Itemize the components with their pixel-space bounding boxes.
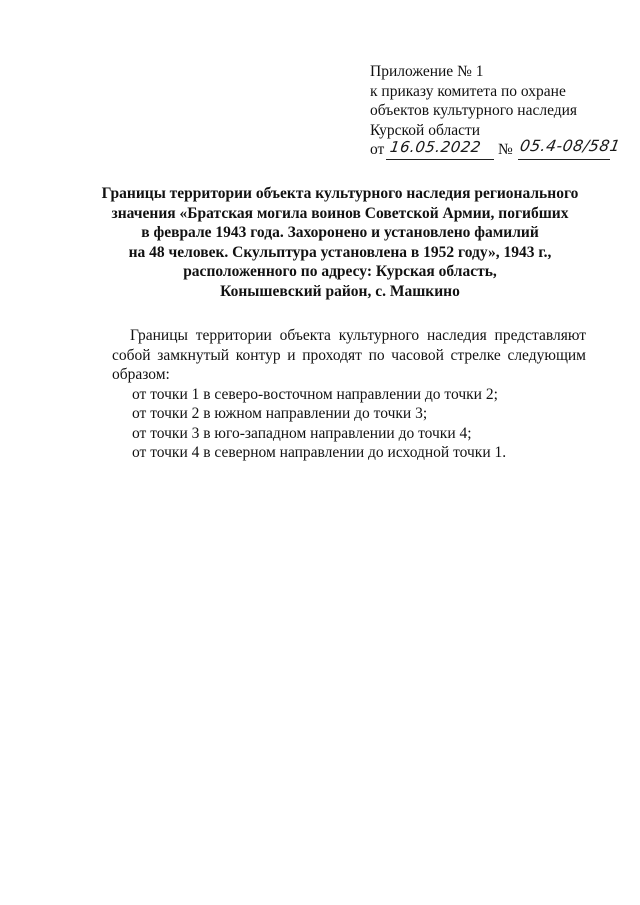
order-date-number-line	[370, 137, 622, 160]
title-line: Конышевский район, с. Машкино	[220, 282, 460, 300]
order-date-field	[386, 140, 494, 160]
order-date-handwritten: 16.05.2022	[388, 138, 483, 156]
title-line: расположенного по адресу: Курская область,	[183, 263, 497, 280]
boundary-item: от точки 2 в южном направлении до точки 3;	[132, 405, 428, 422]
title-line: в феврале 1943 года. Захоронено и установлено фамилий	[141, 224, 539, 241]
document-title	[72, 184, 608, 301]
appendix-region: Курской области	[370, 121, 481, 139]
intro-line: собой замкнутый контур и проходят по часовой стрелке следующим	[112, 346, 586, 364]
boundary-item: от точки 1 в северо-восточном направлении до точки 2;	[132, 385, 498, 403]
title-line: Границы территории объекта культурного наследия регионального	[101, 185, 579, 202]
title-line: на 48 человек. Скульптура установлена в 1952 году», 1943 г.,	[128, 243, 552, 261]
boundary-item: от точки 4 в северном направлении до исходной точки 1.	[132, 444, 507, 461]
intro-line: Границы территории объекта культурного наследия представляют	[130, 327, 586, 344]
intro-paragraph	[112, 326, 586, 385]
order-number-field	[518, 137, 622, 160]
title-line: значения «Братская могила воинов Советской Армии, погибших	[111, 204, 569, 222]
order-from-label: от	[370, 141, 385, 158]
appendix-header	[370, 62, 620, 160]
appendix-order-reference: к приказу комитета по охране	[370, 82, 566, 100]
intro-line: образом:	[112, 366, 170, 383]
appendix-committee: объектов культурного наследия	[370, 102, 578, 119]
document-body	[112, 326, 586, 463]
order-number-handwritten: 05.4-08/581	[518, 137, 622, 155]
order-number-sign: №	[498, 141, 513, 158]
appendix-number: Приложение № 1	[370, 63, 484, 80]
boundary-item: от точки 3 в юго-западном направлении до точки 4;	[132, 424, 472, 442]
